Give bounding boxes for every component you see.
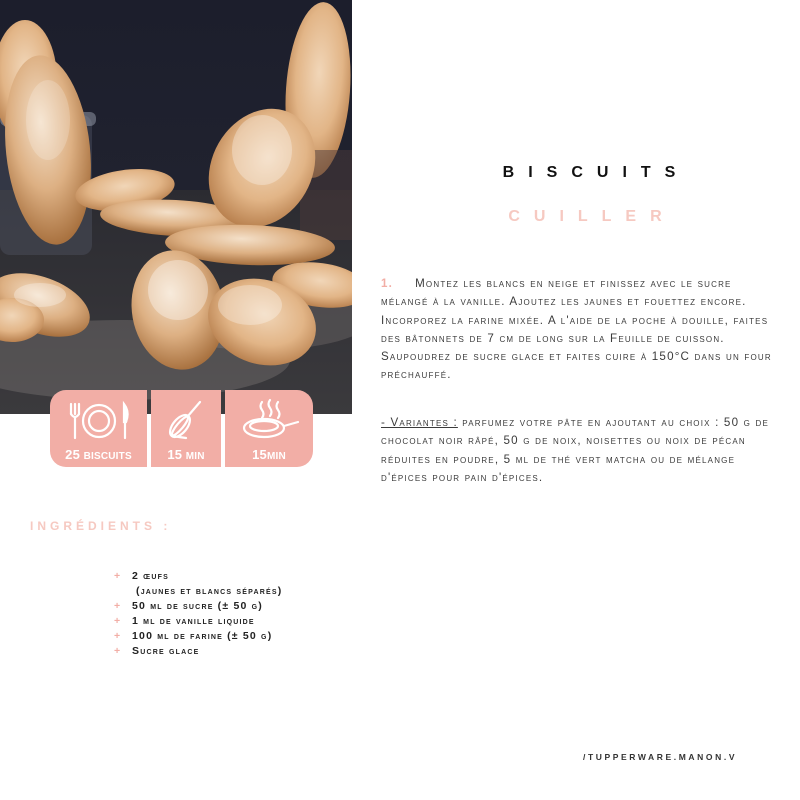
ingredient-text: Sucre glace bbox=[132, 645, 200, 657]
bullet-plus: + bbox=[114, 615, 122, 627]
list-item-note bbox=[114, 584, 282, 599]
list-item bbox=[114, 599, 282, 614]
bullet-plus: + bbox=[114, 645, 122, 657]
prep-unit: MIN bbox=[185, 451, 205, 462]
biscuits-photo bbox=[0, 0, 352, 414]
ingredient-text: 100 ml de farine (± 50 g) bbox=[132, 630, 273, 642]
ingredient-text: 1 ml de vanille liquide bbox=[132, 615, 255, 627]
bullet-plus: + bbox=[114, 570, 122, 582]
plate-and-cutlery-icon bbox=[64, 398, 134, 442]
servings-label bbox=[50, 447, 147, 462]
footer-handle: /TUPPERWARE.MANON.V bbox=[583, 752, 738, 762]
variants-paragraph bbox=[381, 414, 781, 487]
ingredients-title: INGRÉDIENTS : bbox=[30, 519, 172, 533]
ingredient-text: 2 œufs bbox=[132, 570, 169, 582]
list-item bbox=[114, 569, 282, 584]
recipe-title: BISCUITS bbox=[502, 164, 690, 181]
list-item bbox=[114, 614, 282, 629]
cook-unit: MIN bbox=[266, 451, 286, 462]
step-text: Montez les blancs en neige et finissez avec le sucre mélangé à la vanille. Ajoutez les jaunes et fouettez encore. Incorporez la farine mixée. A l'aide de la poche à douille, faites des bâtonnets de 7 cm de long sur la Feuille de cuisson. Saupoudrez de sucre glace et faites cuire à 150°C dans un four préchauffé. bbox=[381, 277, 772, 382]
servings-unit: BISCUITS bbox=[83, 451, 132, 462]
servings-number: 25 bbox=[65, 447, 81, 462]
cook-time-cell bbox=[225, 390, 313, 467]
ingredients-list bbox=[114, 569, 282, 659]
recipe-step bbox=[381, 275, 777, 385]
cook-time-label bbox=[225, 447, 313, 462]
step-number: 1. bbox=[381, 277, 394, 290]
servings-cell bbox=[50, 390, 147, 467]
ingredient-note: (jaunes et blancs séparés) bbox=[136, 585, 283, 597]
prep-number: 15 bbox=[167, 447, 183, 462]
pan-icon bbox=[236, 398, 302, 442]
bullet-plus: + bbox=[114, 630, 122, 642]
ingredient-text: 50 ml de sucre (± 50 g) bbox=[132, 600, 263, 612]
variants-text: parfumez votre pâte en ajoutant au choix : 50 g de chocolat noir râpé, 50 g de noix, noisettes ou noix de pécan réduites en poudre, 5 ml de thé vert matcha ou de mélange d'épices pour pain d'épices. bbox=[381, 416, 770, 484]
list-item bbox=[114, 629, 282, 644]
whisk-icon bbox=[164, 398, 208, 442]
prep-time-label bbox=[151, 447, 221, 462]
recipe-info-bar bbox=[50, 390, 316, 467]
bullet-plus: + bbox=[114, 600, 122, 612]
list-item bbox=[114, 644, 282, 659]
cook-number: 15 bbox=[252, 447, 267, 462]
variants-label: - Variantes : bbox=[381, 416, 458, 429]
prep-time-cell bbox=[151, 390, 221, 467]
recipe-subtitle: CUILLER bbox=[508, 208, 676, 225]
